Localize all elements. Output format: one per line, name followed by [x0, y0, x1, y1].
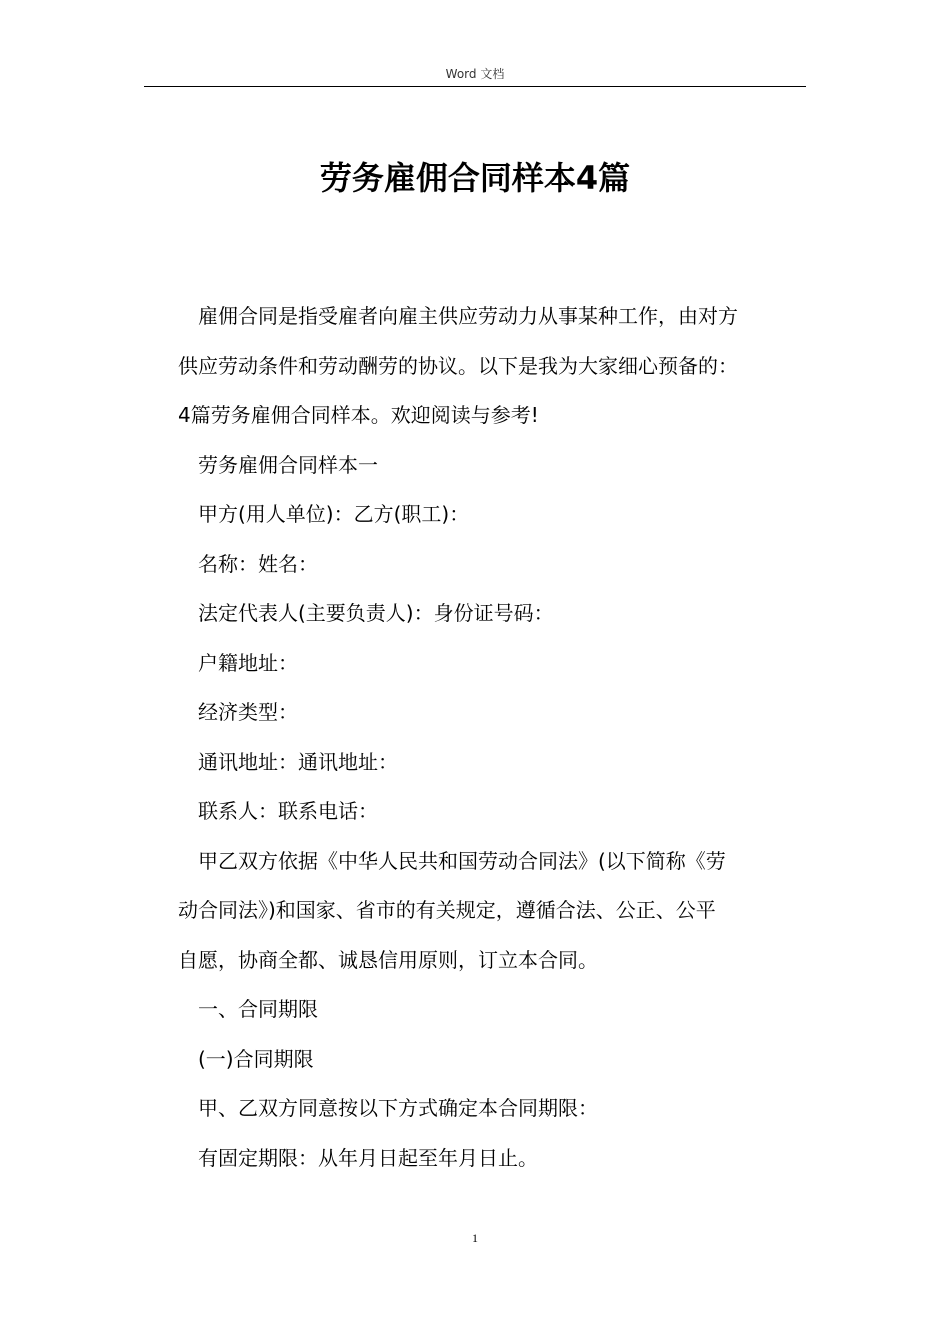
- clause-heading: 一、合同期限: [198, 997, 318, 1021]
- document-title: 劳务雇佣合同样本4篇: [319, 159, 631, 197]
- paragraph-line: 甲、乙双方同意按以下方式确定本合同期限：: [198, 1096, 598, 1120]
- clause-subheading: (一)合同期限: [198, 1046, 314, 1071]
- form-line: 通讯地址：通讯地址：: [198, 749, 398, 774]
- paragraph-line: 动合同法》)和国家、省市的有关规定，遵循合法、公正、公平: [178, 898, 716, 922]
- paragraph-line: 4篇劳务雇佣合同样本。欢迎阅读与参考!: [178, 403, 539, 427]
- header-divider: [144, 86, 806, 87]
- page-header: Word 文档: [445, 67, 505, 81]
- section-heading: 劳务雇佣合同样本一: [198, 452, 378, 477]
- form-line: 户籍地址：: [198, 650, 298, 675]
- page-number: 1: [472, 1231, 478, 1245]
- paragraph-line: 自愿，协商全都、诚恳信用原则，订立本合同。: [178, 947, 598, 972]
- paragraph-line: 有固定期限：从年月日起至年月日止。: [198, 1145, 538, 1170]
- form-line: 法定代表人(主要负责人)：身份证号码：: [198, 601, 554, 625]
- paragraph-line: 甲乙双方依据《中华人民共和国劳动合同法》(以下简称《劳: [198, 848, 726, 873]
- form-line: 名称：姓名：: [198, 551, 318, 576]
- paragraph-line: 供应劳动条件和劳动酬劳的协议。以下是我为大家细心预备的：: [178, 353, 738, 378]
- paragraph-line: 雇佣合同是指受雇者向雇主供应劳动力从事某种工作，由对方: [198, 304, 738, 328]
- form-line: 经济类型：: [198, 700, 298, 724]
- form-line: 甲方(用人单位)：乙方(职工)：: [198, 502, 470, 526]
- form-line: 联系人：联系电话：: [198, 799, 378, 823]
- document-body: [178, 292, 804, 1183]
